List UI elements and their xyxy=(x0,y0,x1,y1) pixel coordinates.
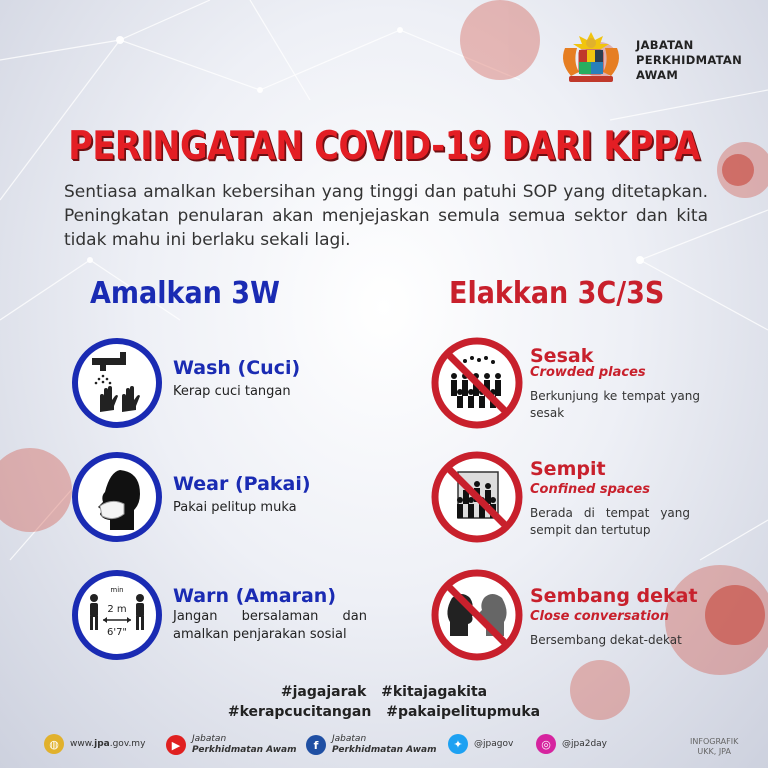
distance-feet-label: 6'7" xyxy=(106,627,128,638)
footer-facebook[interactable] xyxy=(306,734,437,756)
youtube-icon: ▶ xyxy=(166,735,186,755)
credit-line-2: UKK, JPA xyxy=(697,747,731,756)
youtube-line-1: Jabatan xyxy=(192,734,227,744)
credit-line-1: INFOGRAFIK xyxy=(690,737,739,746)
intro-paragraph: Sentiasa amalkan kebersihan yang tinggi dan patuhi SOP yang ditetapkan. Peningkatan penularan akan menjejaskan semula semua sektor dan kita tidak mahu ini berlaku sekali lagi. xyxy=(64,182,708,250)
facebook-line-1: Jabatan xyxy=(332,734,367,744)
crowd-prohibited-icon xyxy=(430,336,524,430)
credit xyxy=(690,737,738,757)
conversation-prohibited-icon xyxy=(430,568,524,662)
facebook-line-2: Perkhidmatan Awam xyxy=(332,745,437,755)
agency-line-2: PERKHIDMATAN xyxy=(636,53,743,67)
sempit-subtitle: Confined spaces xyxy=(530,482,650,497)
distance-meters-label: 2 m xyxy=(107,604,127,615)
footer xyxy=(0,730,768,762)
wear-description: Pakai pelitup muka xyxy=(173,500,297,515)
hashtag-block xyxy=(0,682,768,722)
sesak-title: Sesak xyxy=(530,345,594,367)
instagram-icon: ◎ xyxy=(536,734,556,754)
agency-line-1: JABATAN xyxy=(636,38,694,52)
warn-title: Warn (Amaran) xyxy=(173,585,337,607)
hashtag-kerapcucitangan[interactable]: #kerapcucitangan xyxy=(227,704,372,720)
agency-name xyxy=(636,38,742,83)
wear-title: Wear (Pakai) xyxy=(173,473,311,495)
footer-instagram[interactable] xyxy=(536,734,607,754)
warn-description: Jangan bersalaman dan amalkan penjarakan sosial xyxy=(173,609,367,642)
instagram-handle: @jpa2day xyxy=(562,738,608,749)
agency-line-3: AWAM xyxy=(636,68,679,82)
tap-hands-icon xyxy=(70,336,164,430)
face-mask-icon xyxy=(70,450,164,544)
sempit-description: Berada di tempat yang sempit dan tertutup xyxy=(530,506,690,537)
facebook-icon: f xyxy=(306,735,326,755)
page-title: PERINGATAN COVID-19 DARI KPPA xyxy=(68,124,700,169)
footer-youtube[interactable] xyxy=(166,734,297,756)
sembang-description: Bersembang dekat-dekat xyxy=(530,633,682,647)
website-domain: jpa xyxy=(94,738,110,749)
sembang-subtitle: Close conversation xyxy=(530,609,669,624)
avoid-heading: Elakkan 3C/3S xyxy=(449,276,665,311)
sesak-description: Berkunjung ke tempat yang sesak xyxy=(530,389,700,420)
sesak-subtitle: Crowded places xyxy=(530,365,646,380)
hashtag-kitajagakita[interactable]: #kitajagakita xyxy=(381,684,488,700)
confined-prohibited-icon xyxy=(430,450,524,544)
twitter-handle: @jpagov xyxy=(474,738,514,749)
footer-twitter[interactable] xyxy=(448,734,513,754)
globe-icon: ◍ xyxy=(44,734,64,754)
footer-website[interactable] xyxy=(44,734,145,754)
website-suffix: .gov.my xyxy=(109,738,146,749)
sembang-title: Sembang dekat xyxy=(530,585,698,607)
youtube-line-2: Perkhidmatan Awam xyxy=(192,745,297,755)
website-prefix: www. xyxy=(70,738,95,749)
distance-icon xyxy=(70,568,164,662)
wash-title: Wash (Cuci) xyxy=(173,357,301,379)
twitter-icon: ✦ xyxy=(448,734,468,754)
sempit-title: Sempit xyxy=(530,458,606,480)
wash-description: Kerap cuci tangan xyxy=(173,384,291,399)
distance-min-label: min xyxy=(110,586,124,594)
practice-heading: Amalkan 3W xyxy=(90,276,280,311)
hashtag-pakaipelitupmuka[interactable]: #pakaipelitupmuka xyxy=(386,704,541,720)
government-crest-logo xyxy=(555,28,627,86)
hashtag-jagajarak[interactable]: #jagajarak xyxy=(280,684,367,700)
